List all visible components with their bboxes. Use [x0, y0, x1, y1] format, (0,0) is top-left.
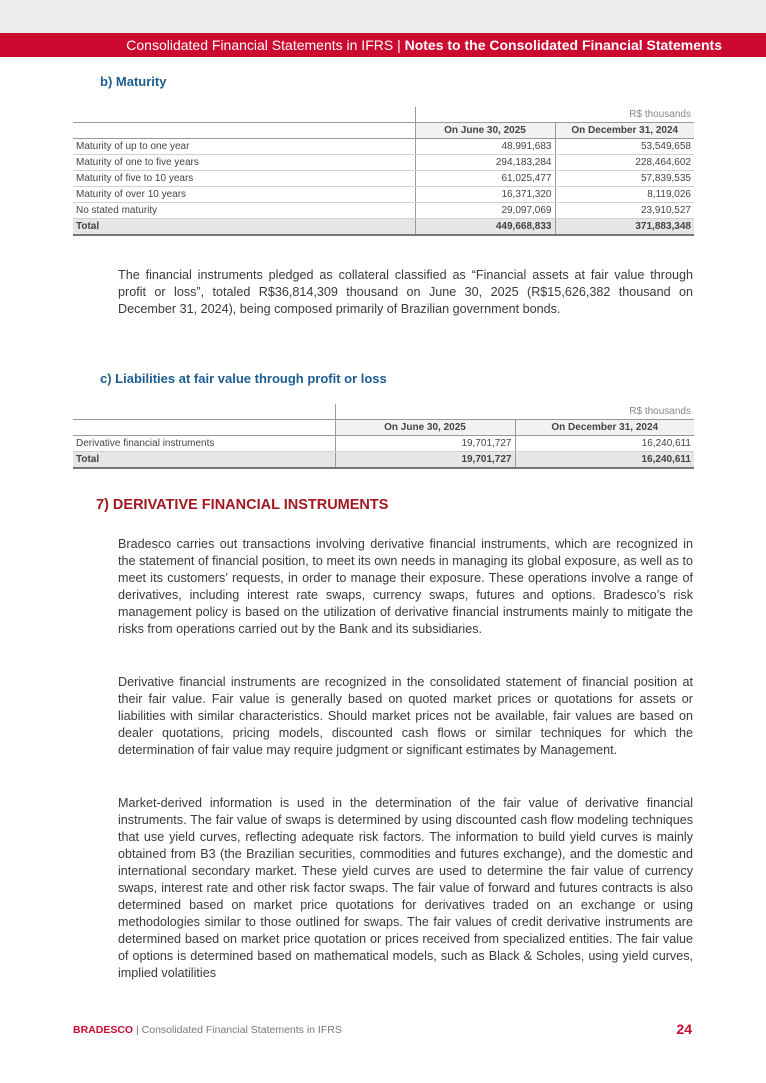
table-row [73, 187, 694, 203]
row-value: 53,549,658 [555, 139, 694, 155]
liabilities-table [73, 404, 694, 469]
maturity-table [73, 107, 694, 236]
section-c-title: c) Liabilities at fair value through profit or loss [100, 371, 387, 386]
footer-text: Consolidated Financial Statements in IFRS [141, 1024, 342, 1036]
page-header [0, 33, 766, 57]
top-margin [0, 0, 766, 33]
row-label: Maturity of one to five years [73, 155, 415, 171]
table-row [73, 171, 694, 187]
paragraph-3: Market-derived information is used in the determination of the fair value of derivative financial instruments. The fair value of swaps is determined by using discounted cash flow modeling techniques that use yield curves, reflecting adequate risk factors. The information to build yield curves is mainly obtained from B3 (the Brazilian securities, commodities and futures exchange), and the domestic and international secondary market. These yield curves are used to determine the fair value of currency swaps, interest rate and other risk factor swaps. The fair value of forward and futures contracts is also determined based on market price quotations for derivatives traded on an exchange or using methodologies similar to those outlined for swaps. The fair values of credit derivative instruments are determined based on market price quotation or prices received from specialized entities. The fair value of options is determined based on mathematical models, such as Black & Scholes, using yield curves, implied volatilities [118, 796, 693, 980]
total-value: 371,883,348 [555, 219, 694, 236]
page-footer [73, 1024, 342, 1036]
row-label: Maturity of over 10 years [73, 187, 415, 203]
row-label: No stated maturity [73, 203, 415, 219]
column-header: On December 31, 2024 [555, 123, 694, 139]
table-row [73, 203, 694, 219]
footer-separator: | [133, 1024, 142, 1036]
unit-label: R$ thousands [415, 107, 694, 123]
section-7-title: 7) DERIVATIVE FINANCIAL INSTRUMENTS [96, 497, 389, 513]
total-value: 19,701,727 [335, 452, 515, 469]
row-label: Derivative financial instruments [73, 436, 335, 452]
total-label: Total [73, 219, 415, 236]
row-value: 16,240,611 [515, 436, 694, 452]
column-header: On December 31, 2024 [515, 420, 694, 436]
row-value: 294,183,284 [415, 155, 555, 171]
column-header: On June 30, 2025 [335, 420, 515, 436]
total-row [73, 452, 694, 469]
table-row [73, 155, 694, 171]
paragraph-2: Derivative financial instruments are recognized in the consolidated statement of financial position at their fair value. Fair value is generally based on quoted market prices or quotations for assets or liabilities with similar characteristics. Should market prices not be available, fair values are based on dealer quotations, pricing models, discounted cash flows or similar techniques for which the determination of fair value may require judgment or significant estimates by Management. [118, 675, 693, 757]
row-value: 61,025,477 [415, 171, 555, 187]
paragraph-1: Bradesco carries out transactions involving derivative financial instruments, which are recognized in the statement of financial position, to meet its own needs in managing its global exposure, as well as to meet its customers’ requests, in order to manage their exposure. These operations involve a range of derivatives, including interest rate swaps, currency swaps, futures and options. Bradesco’s risk management policy is based on the utilization of derivative financial instruments mainly to mitigate the risks from operations carried out by the Bank and its subsidiaries. [118, 537, 693, 636]
header-report-title: Consolidated Financial Statements in IFRS | [126, 37, 405, 53]
row-value: 57,839,535 [555, 171, 694, 187]
row-value: 29,097,069 [415, 203, 555, 219]
row-value: 228,464,602 [555, 155, 694, 171]
table-row [73, 436, 694, 452]
column-header: On June 30, 2025 [415, 123, 555, 139]
total-value: 16,240,611 [515, 452, 694, 469]
total-value: 449,668,833 [415, 219, 555, 236]
row-value: 19,701,727 [335, 436, 515, 452]
row-label: Maturity of up to one year [73, 139, 415, 155]
unit-label: R$ thousands [335, 404, 694, 420]
footer-brand: BRADESCO [73, 1024, 134, 1036]
header-section-title: Notes to the Consolidated Financial Statements [404, 37, 722, 53]
row-value: 8,119,026 [555, 187, 694, 203]
table-row [73, 139, 694, 155]
total-row [73, 219, 694, 236]
page-number: 24 [676, 1021, 692, 1037]
row-label: Maturity of five to 10 years [73, 171, 415, 187]
total-label: Total [73, 452, 335, 469]
section-b-title: b) Maturity [100, 74, 167, 89]
row-value: 16,371,320 [415, 187, 555, 203]
row-value: 23,910,527 [555, 203, 694, 219]
collateral-paragraph: The financial instruments pledged as collateral classified as “Financial assets at fair value through profit or loss”, totaled R$36,814,309 thousand on June 30, 2025 (R$15,626,382 thousand on December 31, 2024), being composed primarily of Brazilian government bonds. [118, 268, 693, 316]
row-value: 48,991,683 [415, 139, 555, 155]
